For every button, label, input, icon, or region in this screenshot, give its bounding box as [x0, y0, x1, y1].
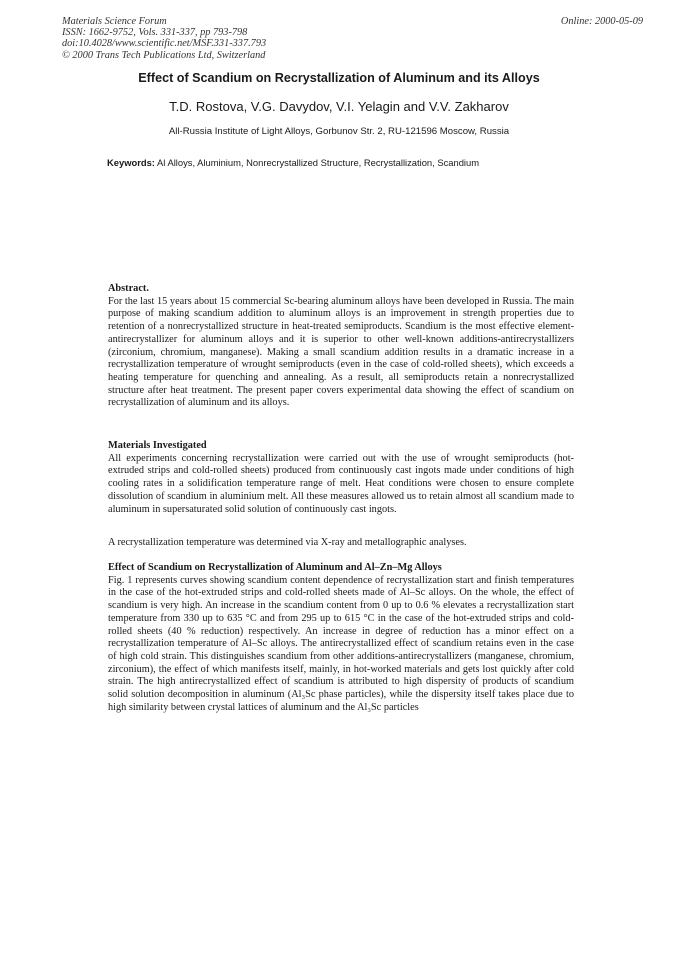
materials-heading: Materials Investigated [108, 440, 207, 451]
abstract-text: For the last 15 years about 15 commercial Sc-bearing aluminum alloys have been developed in Russia. The main purpose of making scandium addition to aluminum alloys is an improvement in strength properties due to retention of a nonrecrystallized structure in heat-treated semiproducts. Scandium is the most effective element-antirecrystallizer for aluminum alloys and it is superior to other well-known additions-antirecrystallizers (zirconium, chromium, manganese). Making a small scandium addition results in a dramatic increase in a recrystallization temperature of wrought semiproducts (even in the case of cold-rolled sheets), which exceeds a heating temperature for quenching and annealing. As a result, all semiproducts retain a nonrecrystallized structure after heat treatment. The present paper covers experimental data showing the effect of scandium on recrystallization of aluminum and its alloys. [108, 295, 574, 409]
effect-text: Fig. 1 represents curves showing scandium content dependence of recrystallization start and finish temperatures in the case of the hot-extruded strips and cold-rolled sheets made of Al–Sc alloys. On the whole, the effect of scandium is very high. An increase in the scandium content from 0 up to 0.6 % elevates a recrystallization start temperature from 330 up to 635 °C and from 295 up to 615 °C in the case of the hot-extruded strips and cold-rolled sheets (40 % reduction) respectively. An increase in degree of reduction has a minor effect on a recrystallization temperature of Al–Sc alloys. The antirecrystallized effect of scandium retains even in the case of high cold strain. This distinguishes scandium from other additions-antirecrystallizers (manganese, chromium, zirconium), the effect of which manifests itself, mainly, in hot-worked materials and gets lost quickly after cold strain. The high antirecrystallized effect of scandium is attributed to high dispersity of products of scandium solid solution decomposition in aluminum (Al₃Sc phase particles), while the dispersity itself takes place due to high similarity between crystal lattices of aluminum and the Al₃Sc particles [108, 574, 574, 713]
abstract-section [108, 283, 574, 410]
materials-text: All experiments concerning recrystallization were carried out with the use of wrought semiproducts (hot-extruded strips and cold-rolled sheets) produced from continuously cast ingots made under conditions of high cooling rates in a solidification temperature range of melt. Heat conditions were chosen to ensure complete dissolution of scandium in aluminium melt. All these measures allowed us to retain almost all scandium made to aluminum in supersaturated solid solution of continuously cast ingots. [108, 452, 574, 515]
affiliation: All-Russia Institute of Light Alloys, Gorbunov Str. 2, RU-121596 Moscow, Russia [168, 126, 510, 137]
authors: T.D. Rostova, V.G. Davydov, V.I. Yelagin and V.V. Zakharov [169, 99, 509, 114]
paper-title: Effect of Scandium on Recrystallization of Aluminum and its Alloys [138, 71, 540, 85]
materials-section [108, 440, 574, 516]
xray-text: A recrystallization temperature was determined via X-ray and metallographic analyses. [108, 537, 467, 548]
xray-paragraph [108, 537, 574, 550]
doi-line: doi:10.4028/www.scientific.net/MSF.331-337.793 [62, 38, 267, 50]
keywords [107, 157, 627, 168]
copyright-line: © 2000 Trans Tech Publications Ltd, Switzerland [62, 49, 266, 61]
online-date: Online: 2000-05-09 [560, 16, 643, 27]
running-header [62, 16, 362, 61]
effect-heading: Effect of Scandium on Recrystallization of Aluminum and Al–Zn–Mg Alloys [108, 562, 442, 573]
effect-section [108, 562, 574, 714]
issn-line: ISSN: 1662-9752, Vols. 331-337, pp 793-798 [62, 27, 248, 39]
keywords-text: Al Alloys, Aluminium, Nonrecrystallized Structure, Recrystallization, Scandium [157, 157, 480, 168]
abstract-heading: Abstract. [108, 283, 149, 294]
keywords-label: Keywords: [107, 157, 155, 168]
journal-name: Materials Science Forum [62, 16, 167, 27]
